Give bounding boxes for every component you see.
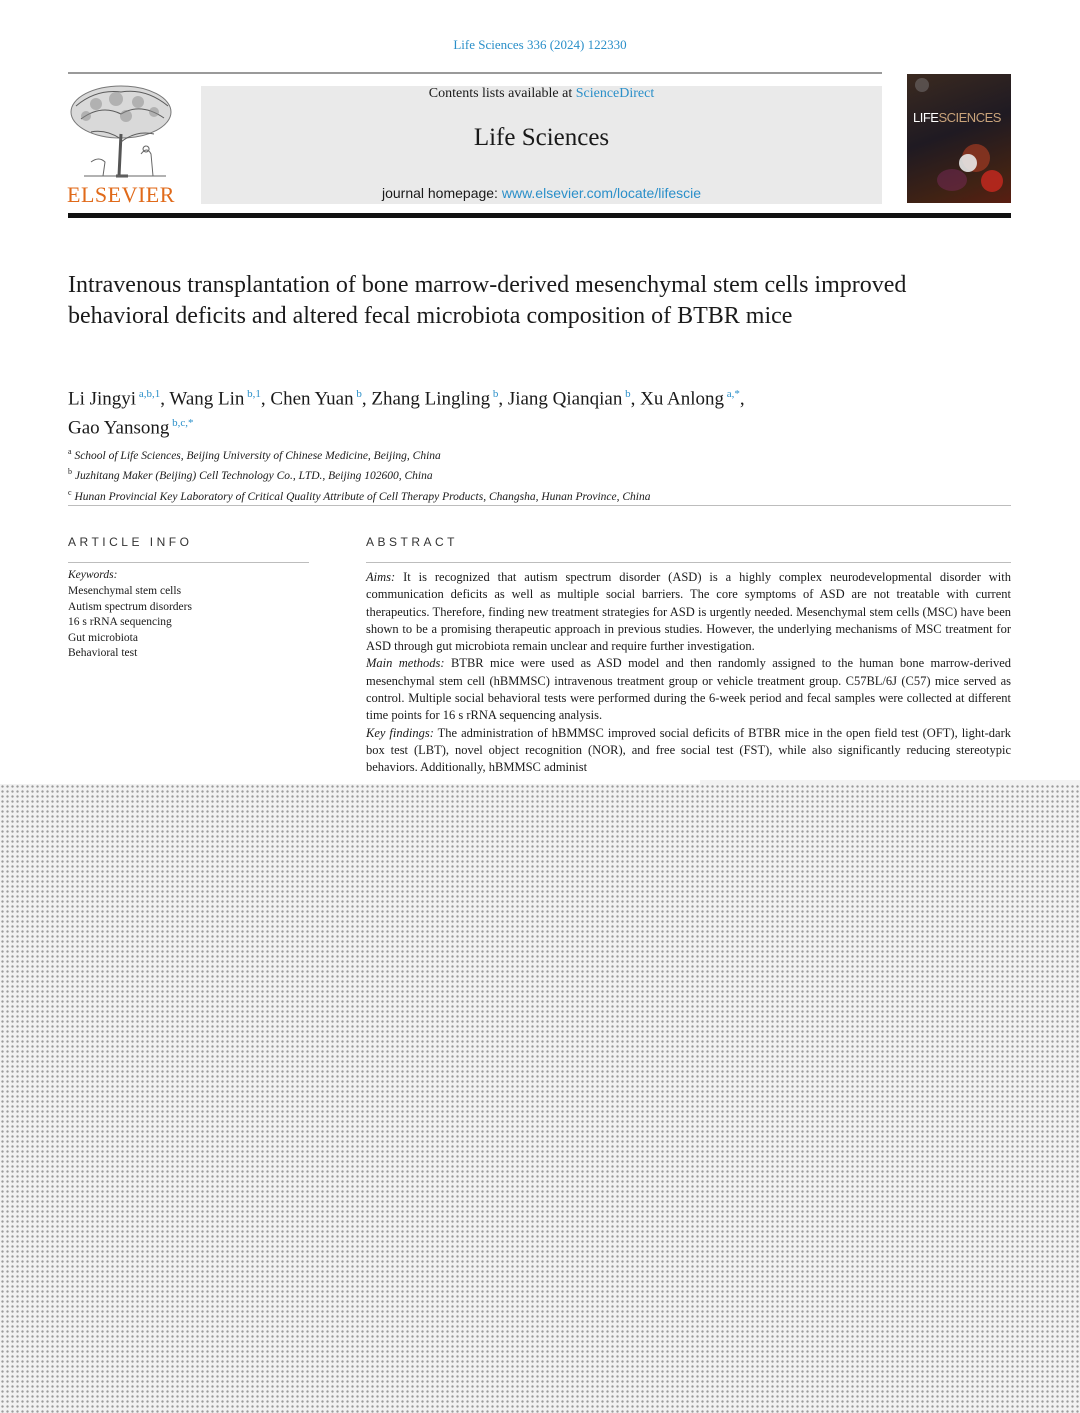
author-affiliation-mark[interactable]: a,* <box>724 388 740 400</box>
author-name[interactable]: Jiang Qianqian <box>507 388 623 410</box>
cover-decoration <box>937 169 967 191</box>
journal-cover[interactable] <box>907 74 1011 203</box>
sciencedirect-link[interactable]: ScienceDirect <box>575 86 655 101</box>
keywords-label: Keywords: <box>68 569 118 581</box>
affiliation-mark: b <box>68 467 72 477</box>
author-affiliation-mark[interactable]: b <box>490 388 499 400</box>
keyword-item: Behavioral test <box>68 647 138 660</box>
article-title: Intravenous transplantation of bone marrow-derived mesenchymal stem cells improved behavioral deficits and altered fecal microbiota composition of BTBR mice <box>68 272 907 329</box>
thick-divider <box>68 213 1011 218</box>
tree-icon <box>66 84 176 180</box>
author-name[interactable]: Wang Lin <box>169 388 245 410</box>
author-affiliation-mark[interactable]: a,b,1 <box>136 388 161 400</box>
header-divider <box>68 72 882 74</box>
cover-decoration <box>959 154 977 172</box>
affiliation-list <box>68 444 968 505</box>
author-name[interactable]: Xu Anlong <box>640 388 725 410</box>
author-affiliation-mark[interactable]: b,1 <box>244 388 261 400</box>
abstract-divider <box>366 562 1011 563</box>
author-affiliation-mark[interactable]: b,c,* <box>169 417 194 430</box>
elsevier-wordmark: ELSEVIER <box>67 182 175 207</box>
cover-decoration <box>981 170 1003 192</box>
cover-title: LIFESCIENCES <box>913 110 1001 125</box>
keyword-item: Mesenchymal stem cells <box>68 585 182 597</box>
affiliation-item: $^b$ Juzhitang Maker (Beijing) Cell Technology Co., LTD., Beijing 102600, China <box>68 467 433 483</box>
keyword-item: Gut microbiota <box>68 631 138 644</box>
abstract-heading: ABSTRACT <box>366 535 459 549</box>
journal-header <box>201 86 882 204</box>
dotted-overlay <box>0 784 1080 1413</box>
homepage-link[interactable]: www.elsevier.com/locate/lifescie <box>501 185 702 201</box>
article-info-heading: ARTICLE INFO <box>68 535 193 549</box>
homepage-line: journal homepage: www.elsevier.com/locate/lifescie <box>381 185 702 201</box>
author-affiliation-mark[interactable]: b <box>622 388 631 400</box>
keywords-list <box>68 584 192 662</box>
article-info-divider <box>68 562 309 563</box>
section-divider <box>68 505 1011 506</box>
author-name[interactable]: Gao Yansong <box>68 417 170 439</box>
author-name[interactable]: Chen Yuan <box>270 388 354 410</box>
author-list: Li Jingyi $^{a,b,1}$, Wang Lin $^{b,1}$, Chen Yuan $^b$, Zhang Lingling $^b$, Jiang Qianqian $^b$, Xu Anlong $^{a,*}$, Gao Yansong $^{b,c,*}$ <box>68 388 745 439</box>
affiliation-mark: c <box>68 487 72 497</box>
keyword-item: 16 s rRNA sequencing <box>68 616 172 629</box>
journal-citation[interactable]: Life Sciences 336 (2024) 122330 <box>453 37 627 52</box>
abstract-aims: Aims: It is recognized that autism spectrum disorder (ASD) is a highly complex neurodevelopmental disorder with communication deficits as well as multiple social barriers. The core symptoms of ASD are not treatable with current therapeutics. Therefore, finding new treatment strategies for ASD is urgently needed. Mesenchymal stem cells (MSC) have been shown to be a promising therapeutic approach in previous studies. However, the underlying mechanisms of MSC treatment for ASD through gut microbiota remain unclear and require further investigation. <box>366 570 1012 654</box>
author-name[interactable]: Zhang Lingling <box>371 388 491 410</box>
keyword-item: Autism spectrum disorders <box>68 600 192 613</box>
author-name[interactable]: Li Jingyi <box>68 388 137 410</box>
elsevier-logo[interactable] <box>66 84 176 208</box>
journal-title: Life Sciences <box>473 124 610 151</box>
affiliation-item: $^a$ School of Life Sciences, Beijing University of Chinese Medicine, Beijing, China <box>68 447 441 462</box>
cover-decoration <box>915 78 929 92</box>
abstract-body <box>366 569 1011 777</box>
affiliation-mark: a <box>68 447 72 456</box>
affiliation-item: $^c$ Hunan Provincial Key Laboratory of Critical Quality Attribute of Cell Therapy Products, Changsha, Hunan Province, China <box>68 487 651 503</box>
abstract-findings: Key findings: The administration of hBMMSC improved social deficits of BTBR mice in the open field test (OFT), light-dark box test (LBT), novel object recognition (NOR), and free social test (FST), while also significantly reducing stereotypic behaviors. Additionally, hBMMSC administ <box>366 725 1011 775</box>
abstract-methods: Main methods: BTBR mice were used as ASD model and then randomly assigned to the human bone marrow-derived mesenchymal stem cell (hBMMSC) intravenous treatment group or vehicle treatment group. C57BL/6J (C57) mice served as control. Multiple social behavioral tests were performed during the 6-week period and fecal samples were collected at different time points for 16 s rRNA sequencing analysis. <box>366 656 1012 723</box>
contents-line: Contents lists available at ScienceDirect <box>428 86 655 101</box>
author-affiliation-mark[interactable]: b <box>353 388 362 400</box>
